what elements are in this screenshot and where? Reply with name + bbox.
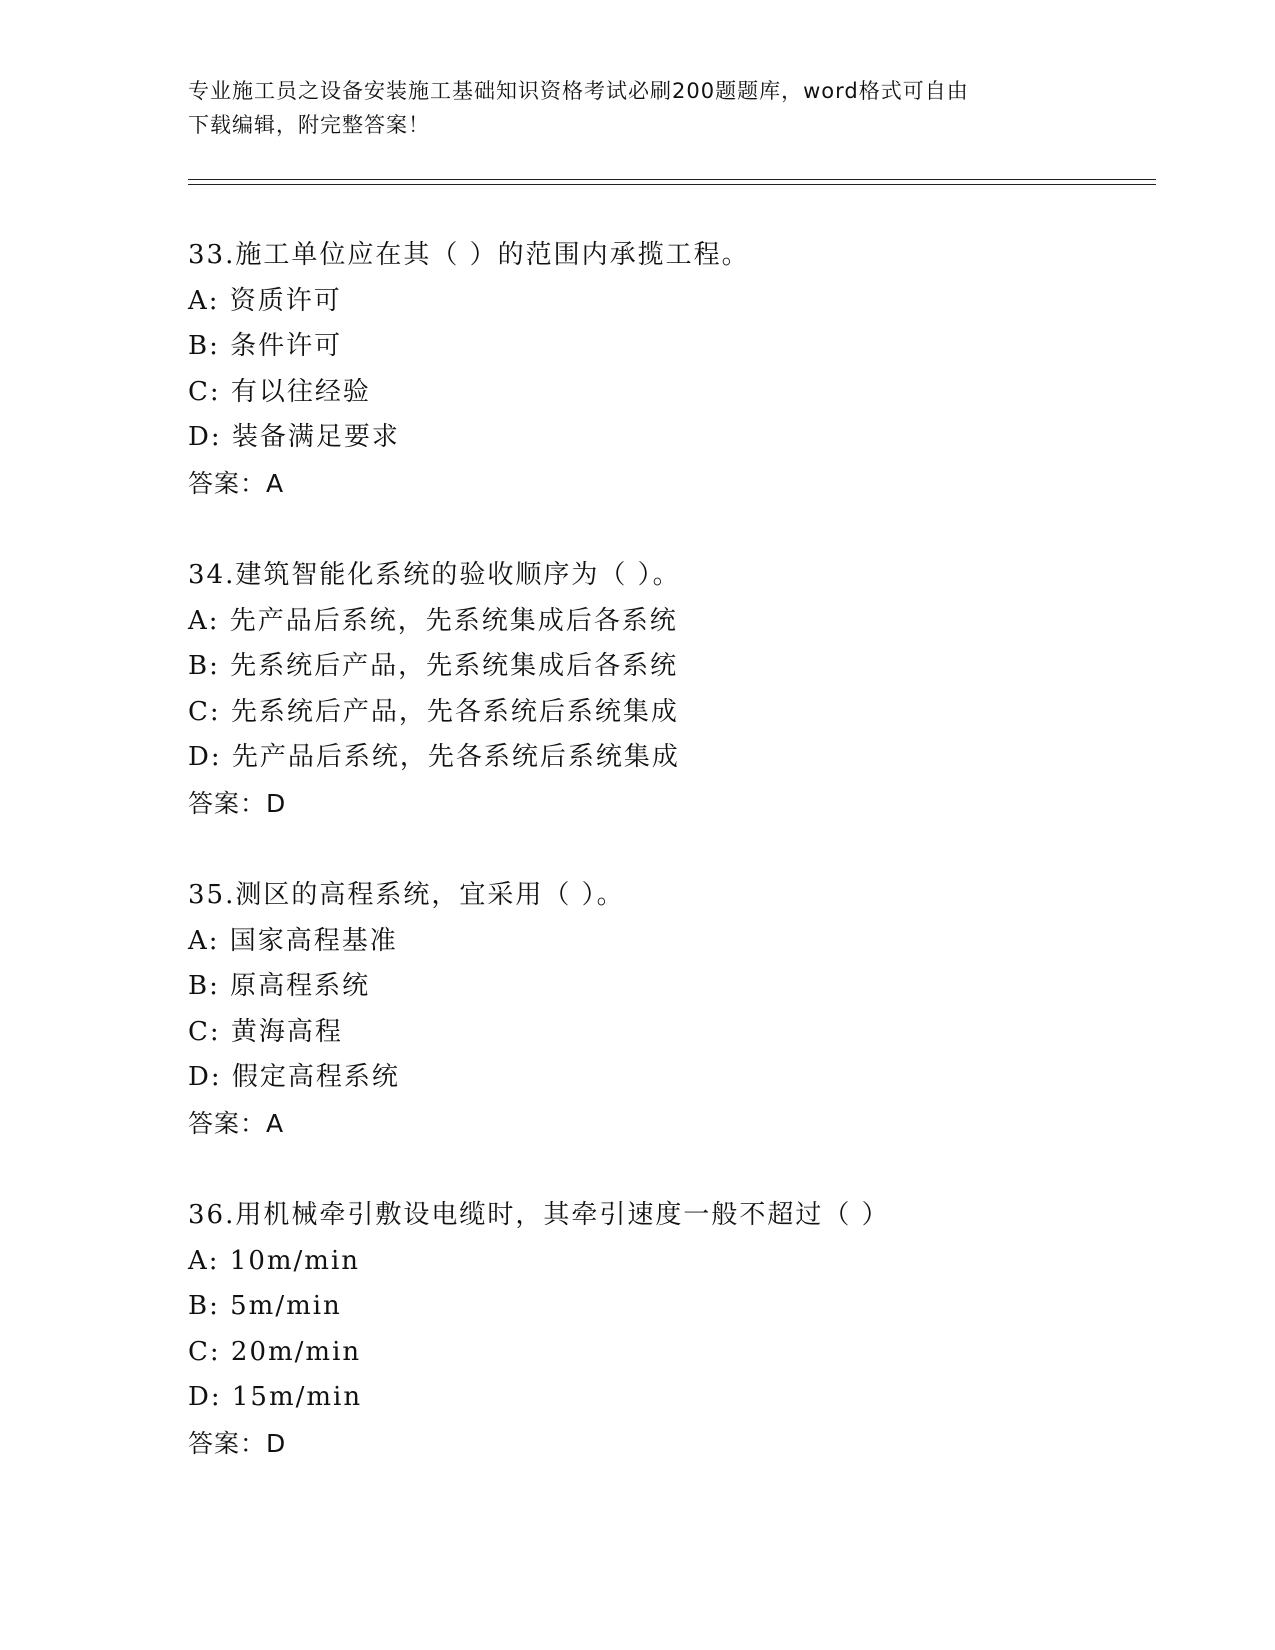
question-33 xyxy=(188,233,1148,507)
answer: 答案：D xyxy=(188,1428,287,1458)
option-c: C: 黄海高程 xyxy=(188,1016,343,1047)
question-34 xyxy=(188,553,1148,827)
answer: 答案：D xyxy=(188,788,287,818)
answer: 答案：A xyxy=(188,1108,285,1138)
header-line-2: 下载编辑，附完整答案！ xyxy=(188,113,430,137)
document-header xyxy=(188,74,1088,142)
question-36 xyxy=(188,1193,1148,1467)
option-b: B: 5m/min xyxy=(188,1291,342,1322)
header-line-1: 专业施工员之设备安装施工基础知识资格考试必刷200题题库，word格式可自由 xyxy=(188,79,969,103)
option-d: D: 先产品后系统，先各系统后系统集成 xyxy=(188,742,680,773)
option-b: B: 先系统后产品，先系统集成后各系统 xyxy=(188,651,679,682)
option-d: D: 假定高程系统 xyxy=(188,1062,400,1093)
option-a: A: 国家高程基准 xyxy=(188,925,398,956)
option-a: A: 资质许可 xyxy=(188,285,342,316)
answer: 答案：A xyxy=(188,468,285,498)
option-a: A: 先产品后系统，先系统集成后各系统 xyxy=(188,605,678,636)
option-d: D: 15m/min xyxy=(188,1382,363,1413)
option-d: D: 装备满足要求 xyxy=(188,422,400,453)
option-b: B: 条件许可 xyxy=(188,331,343,362)
option-c: C: 先系统后产品，先各系统后系统集成 xyxy=(188,696,679,727)
option-c: C: 有以往经验 xyxy=(188,376,371,407)
question-35 xyxy=(188,873,1148,1147)
header-divider-top xyxy=(188,179,1156,180)
question-stem: 35.测区的高程系统，宜采用（ ）。 xyxy=(188,880,625,910)
question-stem: 34.建筑智能化系统的验收顺序为（ ）。 xyxy=(188,560,681,590)
question-stem: 36.用机械牵引敷设电缆时，其牵引速度一般不超过（ ） xyxy=(188,1200,890,1230)
question-stem: 33.施工单位应在其（ ）的范围内承揽工程。 xyxy=(188,240,750,270)
option-b: B: 原高程系统 xyxy=(188,971,371,1002)
header-divider-bottom xyxy=(188,184,1156,185)
option-a: A: 10m/min xyxy=(188,1245,361,1276)
option-c: C: 20m/min xyxy=(188,1336,362,1367)
